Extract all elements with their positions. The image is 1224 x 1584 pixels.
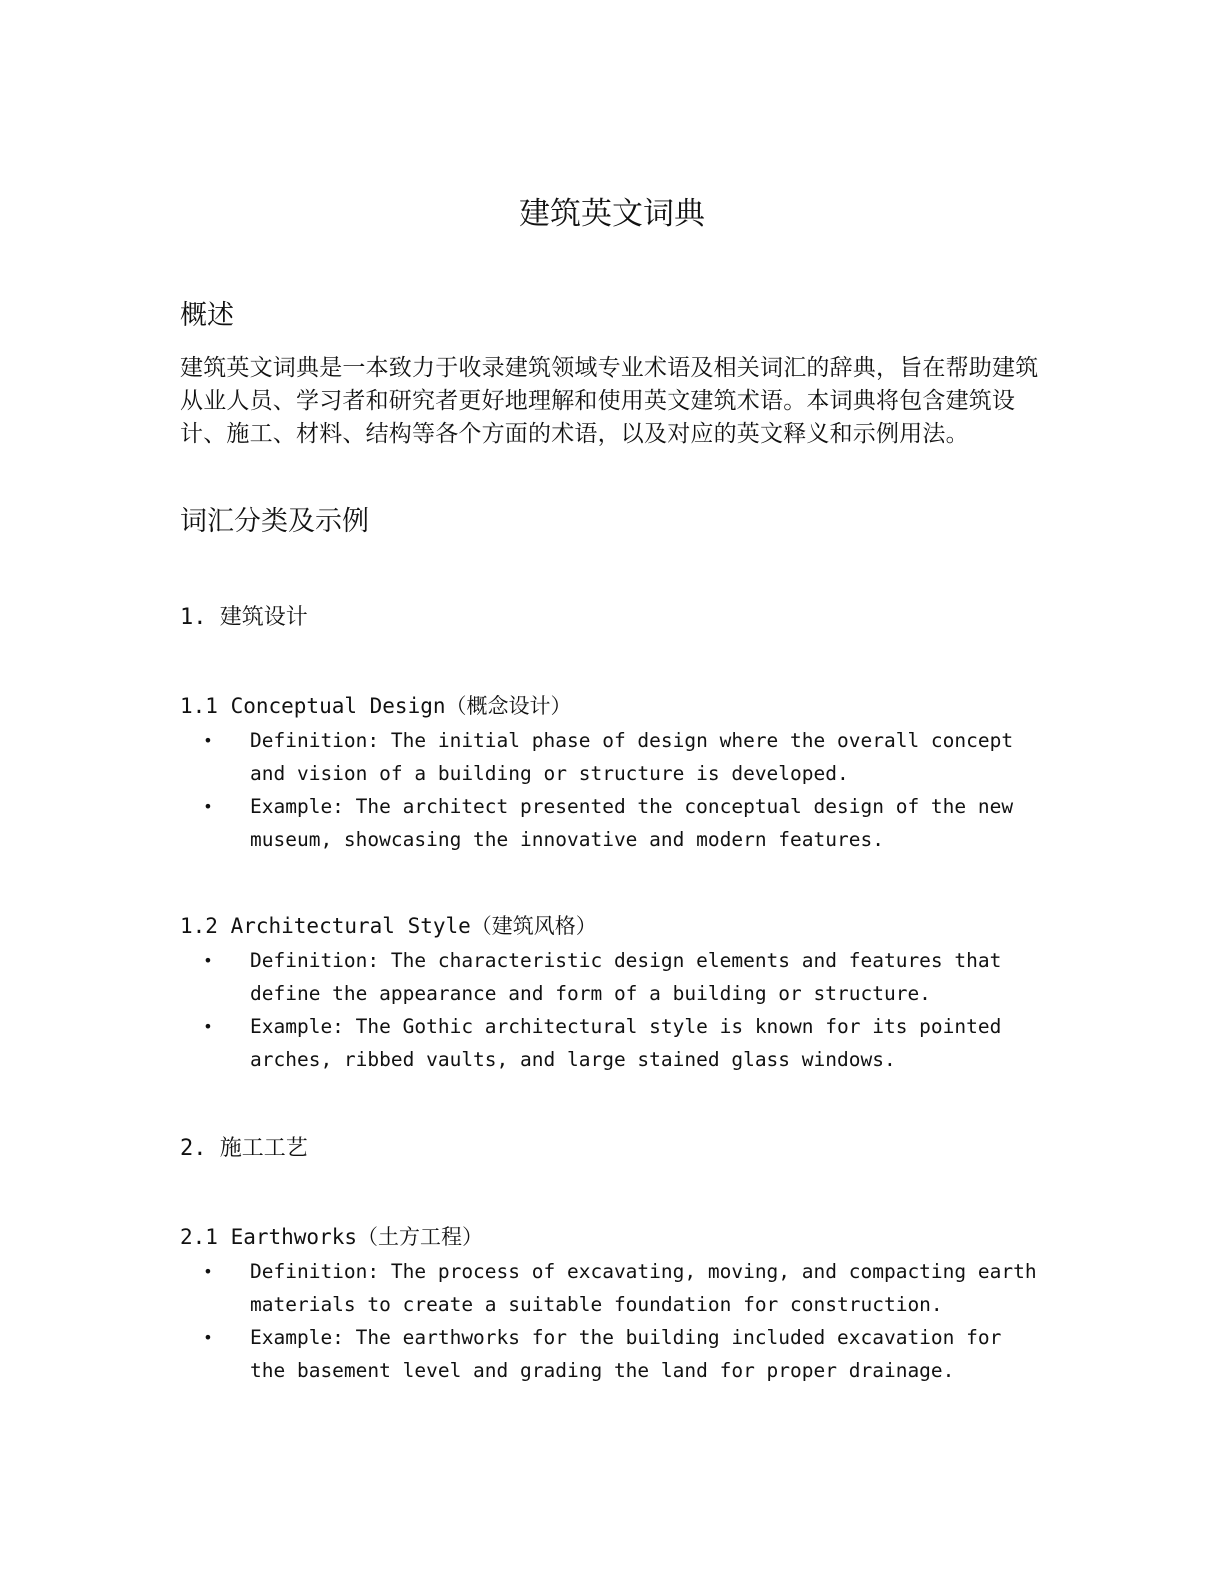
overview-heading: 概述: [180, 300, 234, 331]
term-title: 2.1 Earthworks（土方工程）: [180, 1225, 484, 1249]
bullet-icon: •: [203, 731, 213, 750]
section-heading-construction: 2. 施工工艺: [180, 1136, 308, 1161]
term-bullet-list: [200, 724, 1040, 856]
term-title: 1.2 Architectural Style（建筑风格）: [180, 914, 597, 938]
example-text: Example: The earthworks for the building included excavation for the basement level and grading the land for proper drainage.: [250, 1326, 1002, 1382]
term-definition: [200, 944, 1040, 1010]
example-text: Example: The architect presented the conceptual design of the new museum, showcasing the innovative and modern features.: [250, 795, 1014, 851]
term-example: [200, 790, 1040, 856]
section-heading-design: 1. 建筑设计: [180, 605, 308, 630]
bullet-icon: •: [203, 1017, 213, 1036]
term-example: [200, 1321, 1040, 1387]
definition-text: Definition: The characteristic design elements and features that define the appearance and form of a building or structure.: [250, 949, 1002, 1005]
term-example: [200, 1010, 1040, 1076]
term-definition: [200, 1255, 1040, 1321]
bullet-icon: •: [203, 797, 213, 816]
term-bullet-list: [200, 944, 1040, 1076]
example-text: Example: The Gothic architectural style is known for its pointed arches, ribbed vaults, and large stained glass windows.: [250, 1015, 1002, 1071]
term-definition: [200, 724, 1040, 790]
overview-paragraph: 建筑英文词典是一本致力于收录建筑领域专业术语及相关词汇的辞典，旨在帮助建筑从业人员、学习者和研究者更好地理解和使用英文建筑术语。本词典将包含建筑设计、施工、材料、结构等各个方面的术语，以及对应的英文释义和示例用法。: [180, 355, 1039, 447]
definition-text: Definition: The initial phase of design where the overall concept and vision of a building or structure is developed.: [250, 729, 1014, 785]
term-bullet-list: [200, 1255, 1040, 1387]
bullet-icon: •: [203, 1262, 213, 1281]
document-title: 建筑英文词典: [519, 196, 705, 232]
bullet-icon: •: [203, 951, 213, 970]
term-title: 1.1 Conceptual Design（概念设计）: [180, 694, 572, 718]
bullet-icon: •: [203, 1328, 213, 1347]
categories-heading: 词汇分类及示例: [180, 506, 369, 537]
definition-text: Definition: The process of excavating, moving, and compacting earth materials to create a suitable foundation for construction.: [250, 1260, 1037, 1316]
